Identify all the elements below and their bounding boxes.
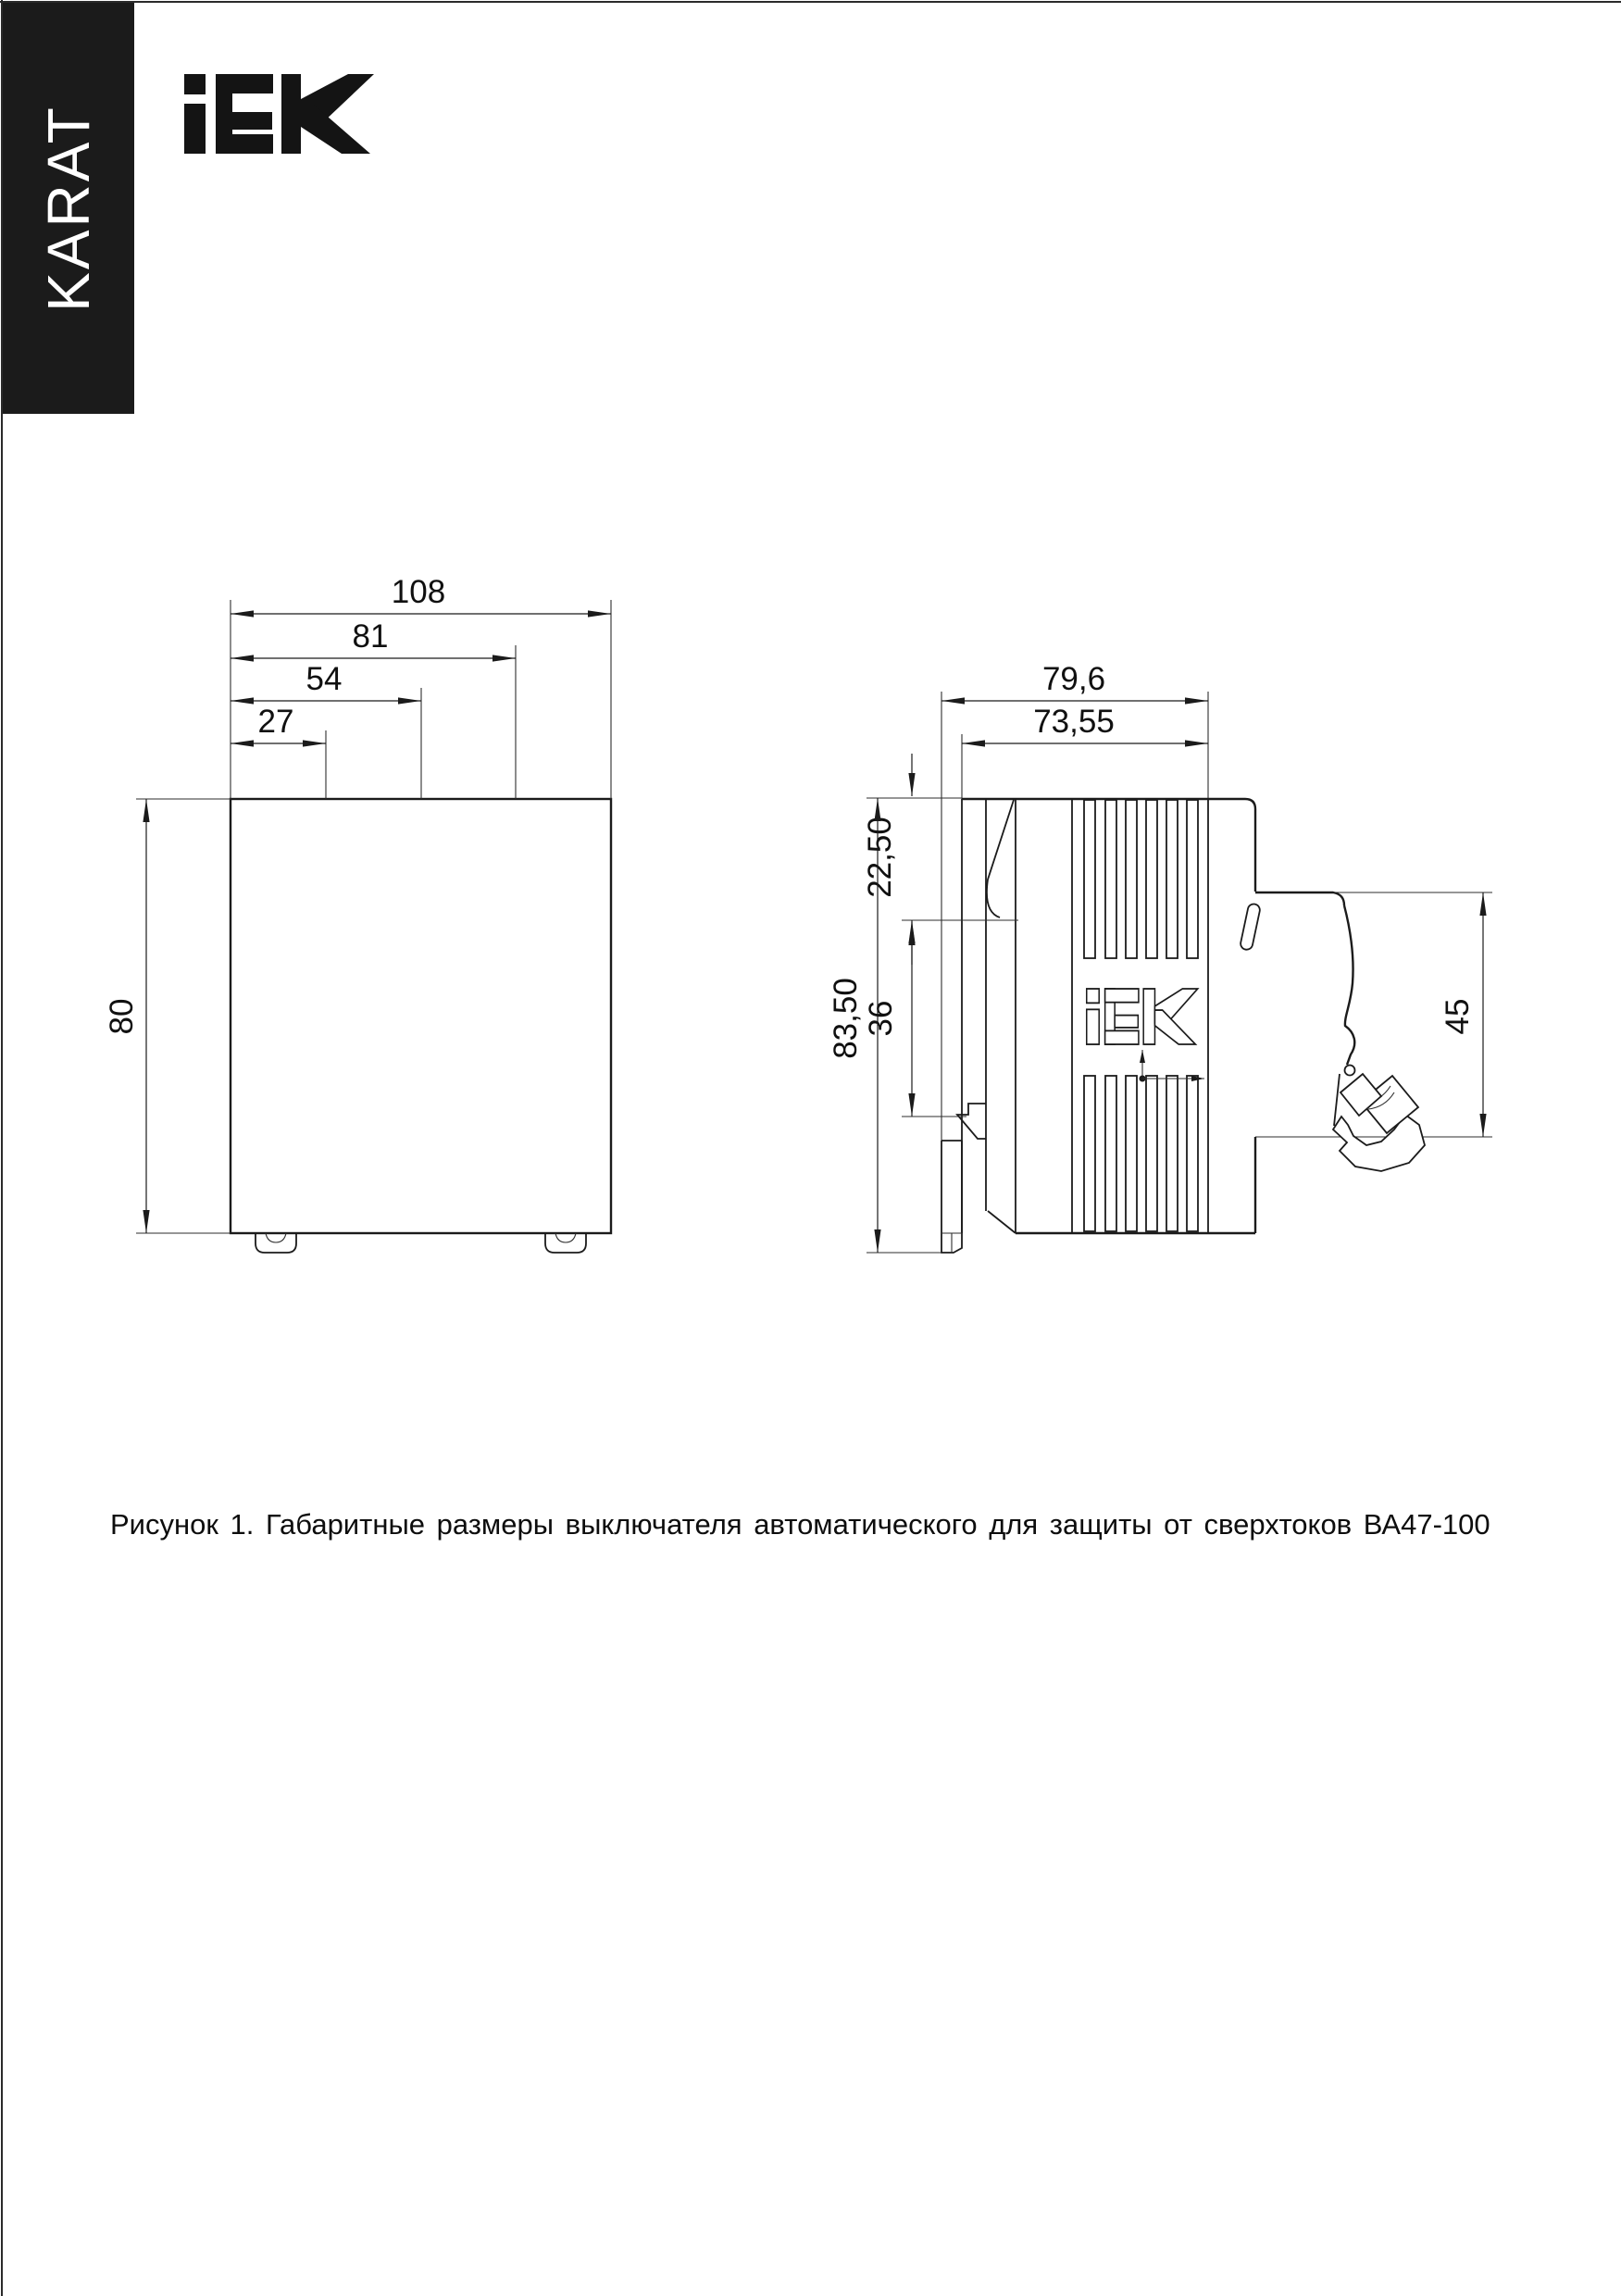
side-body-top [962, 799, 1255, 892]
front-din-clip-left [256, 1233, 296, 1253]
karat-banner-text: KARAT [35, 105, 102, 312]
front-body-outline [231, 799, 611, 1233]
side-top-hook [987, 800, 1014, 917]
iek-logo [184, 74, 374, 154]
dim-27 [231, 704, 326, 743]
dim-36 [863, 920, 966, 1117]
dim-80-label: 80 [104, 998, 140, 1035]
dim-79-6-label: 79,6 [1041, 661, 1106, 697]
dim-83-50-label: 83,50 [828, 978, 864, 1059]
dim-79-6 [941, 661, 1208, 701]
side-view [867, 692, 1492, 1253]
side-kidney-slot [1240, 903, 1261, 951]
dim-108 [231, 574, 611, 614]
dim-27-label: 27 [257, 704, 294, 740]
dim-45 [1440, 892, 1483, 1137]
dim-22-50-label: 22,50 [862, 817, 898, 898]
side-iek-logo [1087, 989, 1198, 1044]
dim-80 [104, 799, 146, 1233]
side-vent-slots-upper [1084, 800, 1198, 958]
side-front-profile [1344, 905, 1354, 1065]
dim-73-55 [962, 704, 1208, 743]
dim-81-label: 81 [352, 618, 389, 655]
dim-36-label: 36 [863, 1000, 899, 1037]
dim-81 [231, 618, 516, 658]
dim-54-label: 54 [305, 661, 343, 697]
dim-73-55-label: 73,55 [1033, 704, 1115, 740]
side-din-clip [941, 1141, 962, 1253]
front-din-clip-right [545, 1233, 586, 1253]
front-view [231, 799, 611, 1253]
dim-22-50 [862, 754, 912, 965]
dim-54 [231, 661, 421, 701]
dim-108-label: 108 [391, 574, 446, 610]
dim-45-label: 45 [1440, 998, 1476, 1035]
figure-caption: Рисунок 1. Габаритные размеры выключателя автоматического для защиты от сверхтоков ВА47-100 [110, 1508, 1490, 1541]
side-vent-slots-lower [1084, 1076, 1198, 1231]
side-terminal-clamp [1333, 1074, 1425, 1171]
side-logo-leader [1140, 1050, 1205, 1082]
